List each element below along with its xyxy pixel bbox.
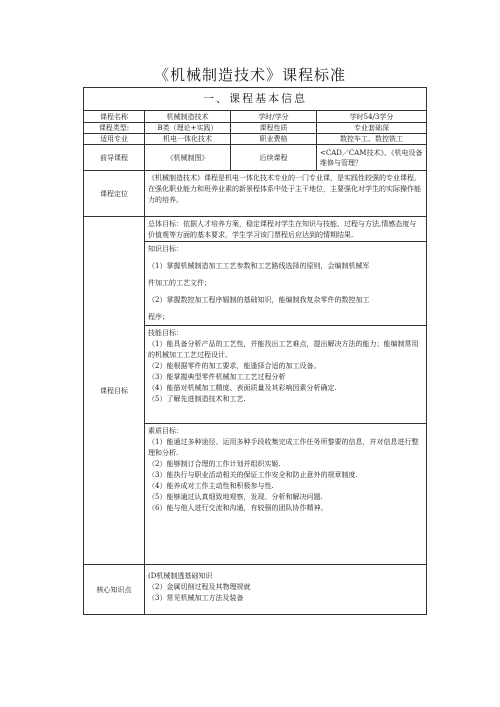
label-hours: 学时/学分 — [231, 111, 317, 123]
value-course-name: 机械制造技术 — [145, 111, 231, 123]
label-course-type: 课程类型: — [84, 123, 145, 134]
quality-item: （5）能够通过认真细致地观察，发现、分析和解决问题. — [148, 493, 323, 501]
value-prerequisite: 《机械制图》 — [145, 145, 231, 171]
label-core-knowledge: 核心知识点 — [84, 565, 145, 615]
quality-item: （4）能养成对工作主动性和积极参与性. — [148, 482, 274, 490]
label-objectives: 课程目标 — [84, 217, 145, 565]
section-heading: 一、课程基本信息 — [84, 88, 427, 111]
label-followup: 后续课程 — [231, 145, 317, 171]
objectives-cell — [145, 217, 427, 565]
quality-title: 素质目标： — [148, 427, 183, 435]
core-item: （2）金属切削过程及其物理规就 — [148, 583, 251, 591]
skill-item: （5）了解先进制造技术和工艺. — [148, 395, 246, 403]
value-course-type: B类（理论+实践） — [145, 123, 231, 134]
value-hours: 学时54/3学分 — [317, 111, 427, 123]
skill-item: （4）能筋对机械加工精度、表面质量及其彩响因素分析确定. — [148, 384, 337, 392]
knowledge-item: 件加工的工艺文件； — [148, 279, 211, 287]
skill-title: 技能目标： — [148, 329, 183, 337]
label-major: 适用专业 — [84, 134, 145, 145]
knowledge-item: （2）掌握数控加工程序辐制的基础知识，能编制我复杂零件的数控加工 — [148, 296, 370, 304]
document-title: 《机械制造技术》课程标准 — [153, 66, 346, 84]
knowledge-title: 知识目标： — [148, 245, 183, 253]
label-course-name: 课程名称 — [84, 111, 145, 123]
core-item: (D机械制透基础知识 — [148, 572, 213, 580]
core-knowledge-cell — [145, 565, 427, 615]
quality-objectives — [145, 423, 426, 516]
knowledge-objectives — [145, 241, 426, 325]
quality-item: （3）能执行与职业活动相关的保证工作安全和防止意外的规章制度. — [148, 471, 358, 479]
overall-objective: 总体目标：依据人才培养方案，稳定课程对学生在知识与技能、过程与方法,情感态度与价值观等方面的基本要求，学生学习该门票程后应达到的情期结果. — [148, 220, 417, 239]
value-major: 机电一体化技术 — [145, 134, 231, 145]
skill-item: （1）能具备分析产品的工艺性，并能找出工艺难点，提出解决方法的能力；能编制常用的机械加工工艺过程设计。 — [148, 340, 419, 359]
knowledge-item: （1）掌握机械制造加工工艺参数和工艺路线选择的原则，会编制机械军 — [148, 262, 370, 270]
label-positioning: 课程定位 — [84, 171, 145, 217]
skill-objectives — [145, 325, 426, 407]
course-info-table — [83, 87, 427, 615]
label-prerequisite: 前导课程 — [84, 145, 145, 171]
label-course-nature: 课程性质 — [231, 123, 317, 134]
skill-item: （2）能根据零件的加工要求，能逢择合适的加工设备。 — [148, 362, 321, 370]
positioning-paragraph: 《机械制造技术》课程是机电一体化技术专业的一门专业课，是实践性较强的专业课程，在强化职业能力和班养业素的新景程体系中处于主干地位，主要强化对学生的实际操作能力的培养。 — [148, 174, 421, 204]
value-qualification: 数控车工、数控铣工 — [317, 134, 427, 145]
positioning-text — [145, 171, 427, 217]
value-course-nature: 专业套础深 — [317, 123, 427, 134]
core-item: （3）常见机械加工方法及装备 — [148, 594, 244, 602]
quality-item: （6）能与他人进行交流和沟通，有较强的团队协作精神。 — [148, 504, 328, 512]
skill-item: （3）能掌握典型零件机械加工工艺过程分析 — [148, 373, 286, 381]
quality-item: （1）能通过多种途径、运用多种手段收集完成工作任务所黎要的信息，并对信息进行整理和分析. — [148, 438, 419, 457]
value-followup: <CAD／CAM技术》、《机电设备维修与管理？ — [317, 145, 427, 171]
knowledge-item: 程序； — [148, 313, 169, 321]
quality-item: （2）能够制订合理的工作计划并组织实姬. — [148, 460, 281, 468]
label-qualification: 职业费格 — [231, 134, 317, 145]
